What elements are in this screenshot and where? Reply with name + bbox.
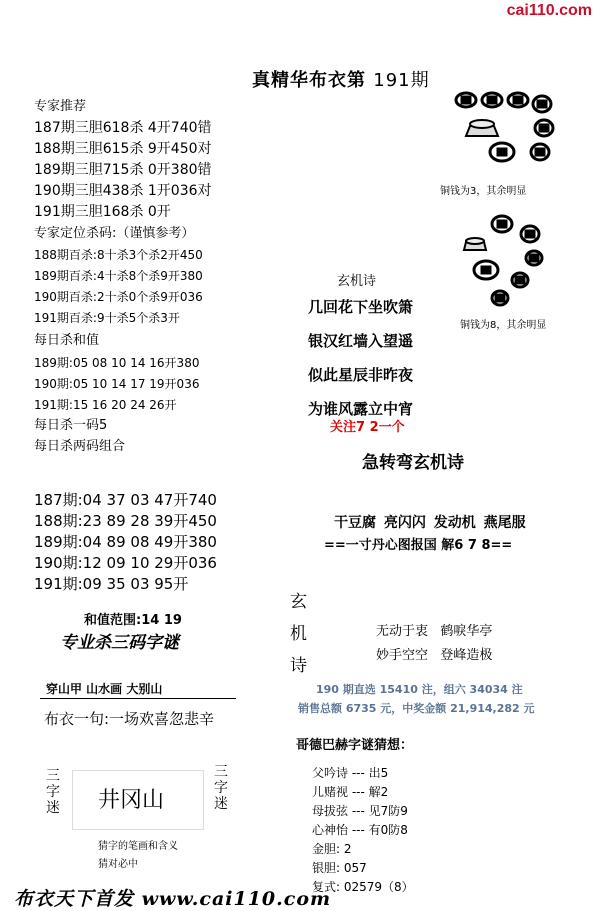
riddle-label-right: [206, 764, 236, 812]
riddle-char: 字: [46, 784, 60, 800]
poem-line: 似此星辰非昨夜: [308, 366, 414, 384]
expert-row: 190期三胆438杀 1开036对: [34, 183, 212, 199]
clue-solution: ==一寸丹心图报国 解6 7 8==: [324, 538, 513, 553]
footer-banner: 布衣天下首发 www.cai110.com: [14, 888, 332, 910]
goedel-line: 父吟诗 --- 出5: [312, 766, 389, 780]
xuan-label: [290, 586, 307, 682]
poem-line: 为谁风露立中宵: [308, 400, 414, 418]
goedel-line: 复式: 02579（8）: [312, 880, 414, 894]
combo-heading: 每日杀两码组合: [34, 439, 126, 454]
hundred-row: 191期百杀:9十杀5个杀3开: [34, 311, 180, 325]
riddle-label-left: [40, 768, 66, 816]
sum-row: 189期:05 08 10 14 16开380: [34, 356, 200, 370]
idiom-row: 妙手空空 登峰造极: [376, 648, 493, 663]
follow-note: 关注7 2一个: [330, 420, 405, 435]
expert-heading: 专家推荐: [34, 99, 87, 114]
riddle-note: 猜字的笔画和含义: [98, 841, 178, 852]
sum-row: 191期:15 16 20 24 26开: [34, 398, 177, 412]
combo-row: 189期:04 89 08 49开380: [34, 533, 217, 551]
clue-words: 干豆腐 亮闪闪 发动机 燕尾服: [334, 515, 526, 531]
one-line-phrase: 布衣一句:一场欢喜忽悲辛: [44, 710, 215, 728]
expert-row: 188期三胆615杀 9开450对: [34, 141, 212, 157]
coin-diagram-1: [440, 88, 562, 197]
xuan-char: 诗: [290, 656, 307, 676]
coin-diagram-2: [460, 212, 550, 331]
goedel-heading: 哥德巴赫字谜猜想：: [296, 738, 414, 753]
sum-heading: 每日杀和值: [34, 333, 100, 348]
combo-row: 190期:12 09 10 29开036: [34, 554, 217, 572]
idiom-row: 无动于衷 鹤唳华亭: [376, 624, 493, 639]
banner-text: 穿山甲 山水画 大别山: [46, 682, 163, 696]
kill-one: 每日杀一码5: [34, 418, 108, 433]
riddle-note: 猜对必中: [98, 859, 138, 870]
poem-line: 几回花下坐吹箫: [308, 298, 414, 316]
page-title: [252, 66, 430, 92]
riddle-char: 迷: [214, 796, 228, 812]
riddle-char: 迷: [46, 800, 60, 816]
expert-row: 191期三胆168杀 0开: [34, 204, 171, 220]
poem-line: 银汉红墙入望遥: [308, 332, 414, 350]
position-heading: 专家定位杀码:（谨慎参考）: [34, 226, 195, 241]
sum-range: 和值范围:14 19: [84, 613, 182, 628]
hundred-row: 189期百杀:4十杀8个杀9开380: [34, 269, 203, 283]
goedel-line: 银胆: 057: [312, 861, 367, 875]
expert-row: 189期三胆715杀 0开380错: [34, 162, 212, 178]
stats-line: 190 期直选 15410 注，组六 34034 注: [316, 683, 523, 696]
kill3-title: 专业杀三码字谜: [60, 633, 179, 653]
sum-row: 190期:05 10 14 17 19开036: [34, 377, 200, 391]
riddle-char: 字: [214, 780, 228, 796]
hundred-row: 190期百杀:2十杀0个杀9开036: [34, 290, 203, 304]
xuan-char: 机: [290, 624, 307, 644]
idiom-list: [376, 620, 492, 668]
riddle-char: 三: [214, 764, 228, 780]
expert-row: 187期三胆618杀 4开740错: [34, 120, 212, 136]
coin-note-2: 铜钱为8，其余明显: [460, 320, 547, 331]
issue-number: 191期: [373, 70, 430, 91]
goedel-line: 金胆: 2: [312, 842, 352, 856]
goedel-line: 母拔弦 --- 见7防9: [312, 804, 408, 818]
poem-lines: [308, 290, 413, 426]
combo-row: 187期:04 37 03 47开740: [34, 491, 217, 509]
combo-row: 191期:09 35 03 95开: [34, 575, 189, 593]
coin-chain-icon: [452, 88, 562, 180]
goedel-line: 心神怡 --- 有0防8: [312, 823, 408, 837]
riddle-notes: [98, 838, 178, 874]
xuan-char: 玄: [290, 592, 307, 612]
coin-note-1: 铜钱为3，其余明显: [440, 186, 527, 197]
sales-stats: [298, 680, 535, 718]
hundred-row: 188期百杀:8十杀3个杀2开450: [34, 248, 203, 262]
site-brand: cai110.com: [506, 2, 592, 19]
goedel-list: [312, 764, 414, 897]
riddle-char: 三: [46, 768, 60, 784]
combo-list: [34, 490, 217, 595]
combo-row: 188期:23 89 28 39开450: [34, 512, 217, 530]
goedel-line: 儿赌视 --- 解2: [312, 785, 389, 799]
expert-section: [34, 96, 212, 458]
stats-line: 销售总额 6735 元，中奖金额 21,914,282 元: [298, 702, 535, 715]
title-prefix: 真精华布衣第: [252, 70, 366, 91]
fast-riddle-title: 急转弯玄机诗: [362, 453, 464, 473]
riddle-answer: 井冈山: [98, 788, 165, 813]
poem-heading: 玄机诗: [337, 274, 377, 289]
coin-chain-icon: [460, 212, 550, 312]
